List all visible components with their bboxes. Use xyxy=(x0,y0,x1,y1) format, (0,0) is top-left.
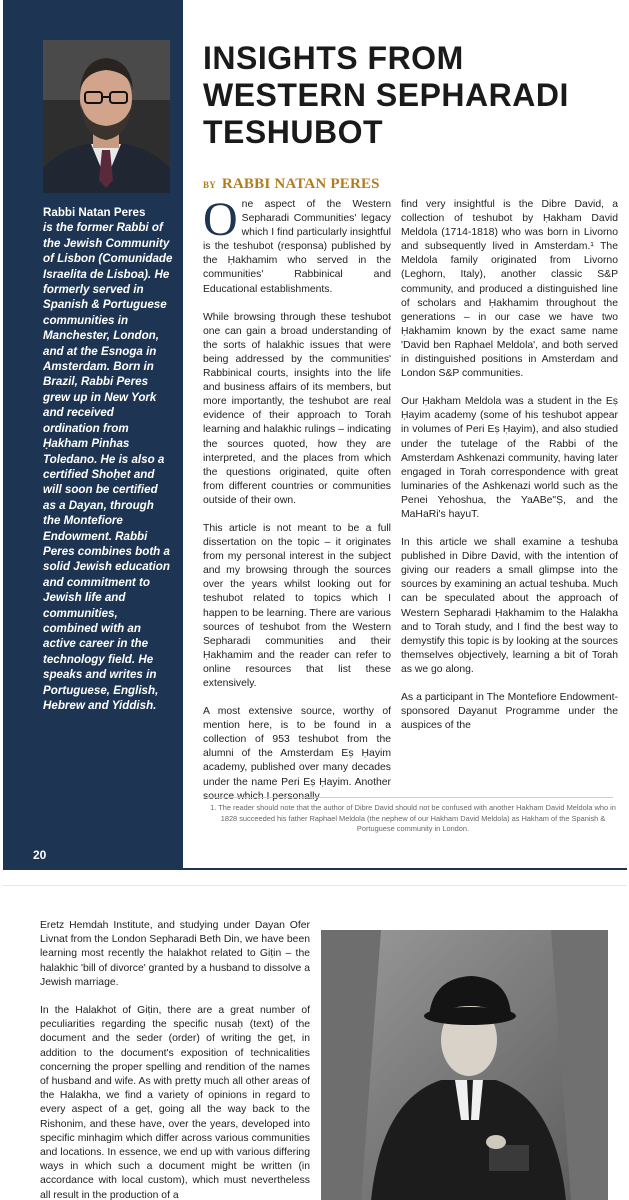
byline xyxy=(203,176,380,193)
paragraph-text: ne aspect of the Western Sepharadi Communities' legacy which I find particularly insightful is the teshubot (responsa) published by the Ḥakhamim who served in the communities' Rabbinical and Educational establishments. xyxy=(203,199,391,295)
author-bio-name: Rabbi Natan Peres xyxy=(43,206,146,219)
byline-name: RABBI NATAN PERES xyxy=(221,176,380,192)
drop-cap: O xyxy=(203,193,238,246)
page-one xyxy=(3,0,627,870)
article-title xyxy=(203,40,613,151)
article-column-1 xyxy=(203,193,391,818)
title-line-1: INSIGHTS FROM xyxy=(203,40,464,76)
footnote-divider xyxy=(203,797,613,798)
paragraph xyxy=(203,193,391,297)
paragraph: Our Ḥakham Meldola was a student in the Eṣ Ḥayim academy (some of his teshubot appear in volumes of Peri Eṣ Ḥayim), and also studied under the tutelage of the Rabbi of the Amsterdam Ashkenazi community, having later engaged in Torah correspondence with great luminaries of the Ashkenazi world such as the Penei Yehoshua, the YaABe"Ṣ, and the MaHaRi's hayuT. xyxy=(401,396,618,520)
paragraph: In the Halakhot of Giṭin, there are a great number of peculiarities regarding the specific nusaḥ (text) of the document and the seder (order) of writing the geṭ, in addition to the document's exposition of technicalities concerning the proper spelling and rendition of the names of husband and wife. As with pretty much all other areas of the Halakha, we find a variety of opinions in regard to every aspect of a geṭ, going all the way back to the Rishonim, and these have, over the years, developed into specific minhagim which differ across various communities and locations. In essence, we end up with various differing ways in which such a document might be written (in accordance with local custom), which must nevertheless all result in the production of a xyxy=(40,1005,310,1200)
author-sidebar xyxy=(3,0,183,870)
page-two-text xyxy=(40,919,310,1200)
paragraph: As a participant in The Montefiore Endowment-sponsored Dayanut Programme under the auspices of the xyxy=(401,692,618,732)
byline-prefix: BY xyxy=(203,180,216,190)
page-bottom-rule xyxy=(183,868,627,870)
article-column-2 xyxy=(401,198,618,747)
paragraph: A most extensive source, worthy of mention here, is to be found in a collection of 953 teshubot from the alumni of the Amsterdam Eṣ Ḥayim academy, published over many decades under the name Peri Eṣ Ḥayim. Another xyxy=(203,706,391,788)
author-bio xyxy=(43,205,173,713)
paragraph: find very insightful is the Dibre David, a collection of teshubot by Ḥakham David Meldola (1714-1818) who was born in Livorno and subsequently lived in Amsterdam.¹ The Meldola family originated from Livorno (Leghorn, Italy), another classic S&P community, and produced a distinguished line of scholars and Ḥakhamim throughout the generations – in our case we have two Ḥakhamim known by the exact same name 'David ben Raphael Meldola', and both served in distinguished positions in Amsterdam and London S&P communities. xyxy=(401,199,618,380)
paragraph: In this article we shall examine a teshuba published in Dibre David, with the intention of giving our readers a small glimpse into the sources by examining an actual teshuba. Much can be speculated about the approach of Western Sepharadi Ḥakhamim to the Halakha and to Torah study, and I find the best way to demystify this topic is by looking at the sources themselves objectively, learning a bit of Torah as we go along. xyxy=(401,537,618,675)
paragraph: While browsing through these teshubot one can gain a broad understanding of the sorts of halakhic issues that were being addressed by the communities' Rabbinical courts, insights into the life and business affairs of its members, but more importantly, the teshubot are real evidence of their approach to Torah learning and halakhic rulings – indicating the sources quoted, how they are interpreted, and the places from which the questions originated, quite often from different countries or communities outside of their own. xyxy=(203,311,391,506)
title-line-2: WESTERN SEPHARADI xyxy=(203,77,569,113)
author-portrait xyxy=(43,40,170,193)
historical-portrait-photo xyxy=(321,930,608,1200)
page-number: 20 xyxy=(33,848,47,862)
author-portrait-image xyxy=(43,40,170,193)
footnote: 1. The reader should note that the author of Dibre David should not be confused with another Hakham David Meldola who in 1828 succeeded his father Raphael Meldola (the nephew of our Hakham David Meldola) as Hakham of the Spanish & Portuguese community in London. xyxy=(210,803,616,833)
paragraph: Eretz Hemdah Institute, and studying under Dayan Ofer Livnat from the London Sepharadi Beth Din, we have been learning most recently the halakhot related to Giṭin – the halakhic 'bill of divorce' granted by a husband to dissolve a Jewish marriage. xyxy=(40,920,310,988)
author-bio-text: is the former Rabbi of the Jewish Community of Lisbon (Comunidade Israelita de Lisboa). He formerly served in Spanish & Portuguese communities in Manchester, London, and at the Esnoga in Amsterdam. Born in Brazil, Rabbi Peres grew up in New York and received ordination from Ḥakham Pinhas Toledano. He is also a certified Shoḥet and will soon be certified as a Dayan, through the Montefiore Endowment. Rabbi Peres combines both a solid Jewish education and commitment to Jewish life and communities, combined with an active career in the technology field. He speaks and writes in Portuguese, English, Hebrew and Yiddish. xyxy=(43,221,173,712)
title-line-3: TESHUBOT xyxy=(203,114,383,150)
historical-portrait-image xyxy=(321,930,608,1200)
paragraph: This article is not meant to be a full dissertation on the topic – it originates from my personal interest in the subject and my browsing through the sources over the years whilst looking out for teshubot related to topics which I happen to be learning. There are various sources of teshubot from the Western Sepharadi communities and their Ḥakhamim and the reader can refer to online resources that list these extensively. xyxy=(203,522,391,689)
page-two xyxy=(3,885,627,1200)
